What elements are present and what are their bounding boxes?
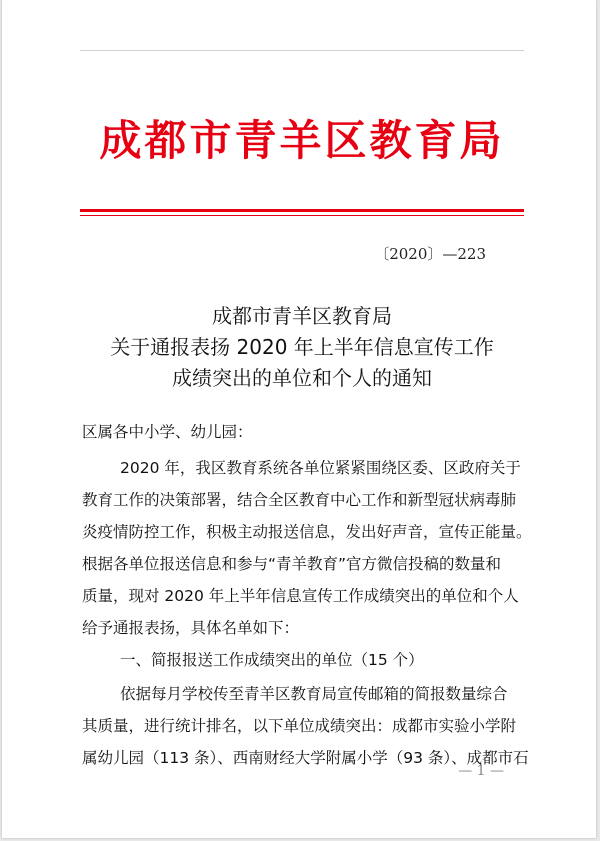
red-separator-thin [80,215,524,216]
paragraph-line: 属幼儿园（113 条）、西南财经大学附属小学（93 条）、成都市石 [82,749,529,767]
paragraph-line: 质量，现对 2020 年上半年信息宣传工作成绩突出的单位和个人 [82,587,519,605]
title-line-2: 关于通报表扬 2020 年上半年信息宣传工作 [110,335,494,359]
title-line-1: 成都市青羊区教育局 [212,304,392,328]
letterhead-title: 成都市青羊区教育局 [99,116,505,165]
paragraph-line: 给予通报表扬，具体名单如下： [82,619,300,637]
paragraph-line: 其质量，进行统计排名，以下单位成绩突出：成都市实验小学附 [82,717,517,735]
page-number: — 1 — [458,763,504,779]
paragraph-line: 2020 年，我区教育系统各单位紧紧围绕区委、区政府关于 [120,459,521,477]
paragraph-line: 教育工作的决策部署，结合全区教育中心工作和新型冠状病毒肺 [82,491,517,509]
red-separator-thick [80,209,524,212]
salutation: 区属各中小学、幼儿园： [82,423,253,441]
paragraph-line: 根据各单位报送信息和参与“青羊教育”官方微信投稿的数量和 [82,555,502,573]
title-line-3: 成绩突出的单位和个人的通知 [172,366,432,390]
document-page [2,0,596,838]
document-number: 〔2020〕—223 [374,245,486,263]
header-rule [80,50,524,51]
section-heading: 一、简报报送工作成绩突出的单位（15 个） [120,651,424,669]
paragraph-line: 炎疫情防控工作，积极主动报送信息，发出好声音，宣传正能量。 [82,523,532,541]
paragraph-line: 依据每月学校传至青羊区教育局宣传邮箱的简报数量综合 [120,685,508,703]
